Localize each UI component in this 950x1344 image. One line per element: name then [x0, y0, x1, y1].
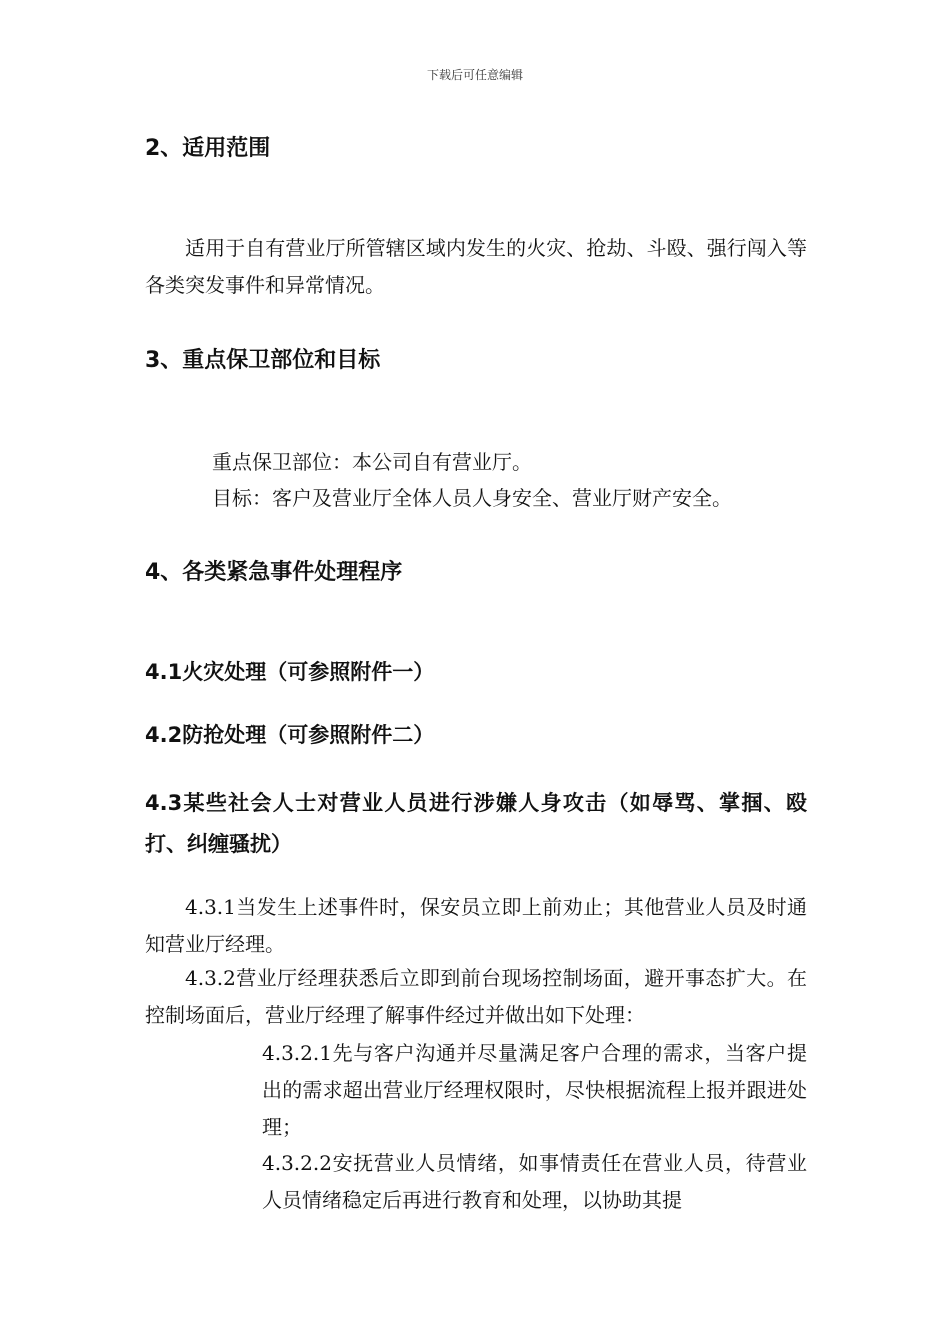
paragraph-4-3-2: 4.3.2营业厅经理获悉后立即到前台现场控制场面，避开事态扩大。在控制场面后，营业厅经理了解事件经过并做出如下处理：	[145, 966, 807, 1027]
section-2-title: 2、适用范围	[145, 136, 271, 161]
paragraph-4-3-2-2: 4.3.2.2安抚营业人员情绪，如事情责任在营业人员，待营业人员情绪稳定后再进行教育和处理，以协助其提	[262, 1151, 807, 1212]
section-4-title: 4、各类紧急事件处理程序	[145, 560, 403, 585]
subsection-4-2-title: 4.2防抢处理（可参照附件二）	[145, 723, 435, 747]
section-3-target: 目标：客户及营业厅全体人员人身安全、营业厅财产安全。	[212, 486, 732, 510]
paragraph-4-3-2-1: 4.3.2.1先与客户沟通并尽量满足客户合理的需求，当客户提出的需求超出营业厅经理权限时，尽快根据流程上报并跟进处理；	[262, 1041, 807, 1139]
subsection-4-1-title: 4.1火灾处理（可参照附件一）	[145, 660, 435, 684]
section-2-body: 适用于自有营业厅所管辖区域内发生的火灾、抢劫、斗殴、强行闯入等各类突发事件和异常情况。	[145, 236, 807, 297]
page-header-note: 下载后可任意编辑	[426, 68, 523, 82]
paragraph-4-3-1: 4.3.1当发生上述事件时，保安员立即上前劝止；其他营业人员及时通知营业厅经理。	[145, 895, 807, 956]
subsection-4-3-title: 4.3某些社会人士对营业人员进行涉嫌人身攻击（如辱骂、掌掴、殴打、纠缠骚扰）	[145, 791, 807, 856]
section-3-key-location: 重点保卫部位：本公司自有营业厅。	[212, 450, 532, 474]
section-3-title: 3、重点保卫部位和目标	[145, 348, 381, 373]
